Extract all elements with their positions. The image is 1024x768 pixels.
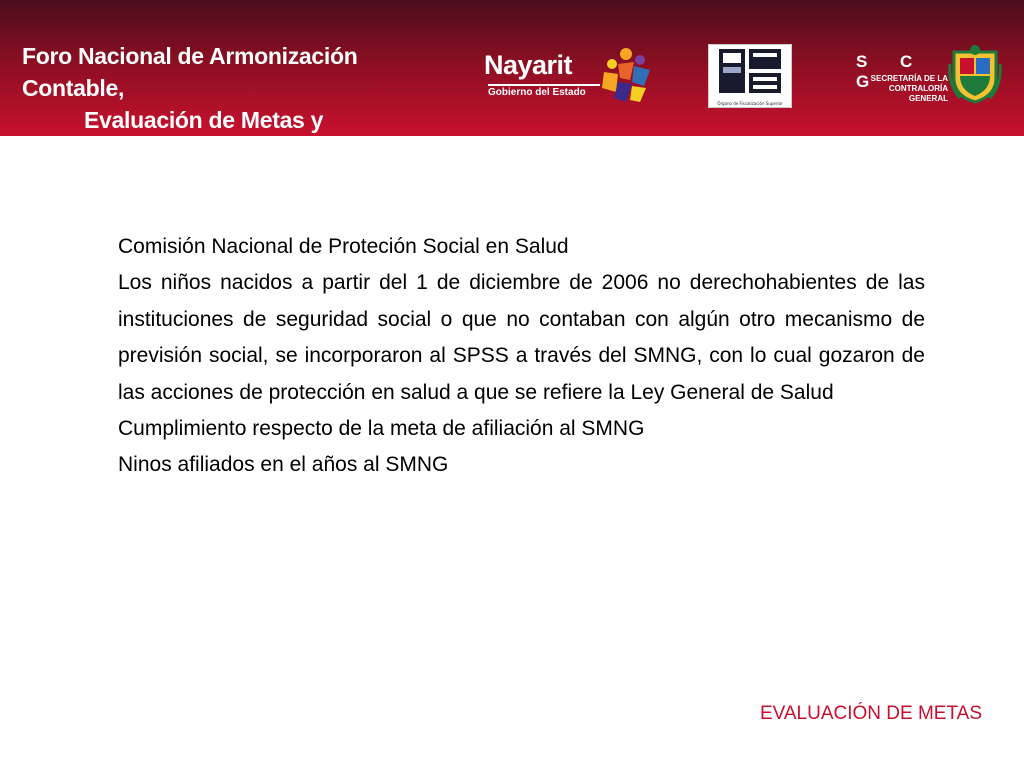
ofs-logo [708,44,792,108]
paragraph-enrolled: Ninos afiliados en el años al SMNG [118,453,449,477]
scg-subtitle [858,74,948,104]
nayarit-logo-subtitle: Gobierno del Estado [488,84,600,100]
paragraph-heading: Comisión Nacional de Proteción Social en Salud [118,235,569,258]
people-figures-icon [596,46,654,104]
forum-title-line2: Evaluación de Metas y Fiscalización [84,107,324,165]
scg-subtitle-line2: CONTRALORÍA GENERAL [888,84,948,103]
paragraph-description: Los niños nacidos a partir del 1 de diciembre de 2006 no derechohabientes de las instituciones de seguridad social o que no contaban con algún otro mecanismo de previsión social, se incorporaron al SPSS a través del SMNG, con lo cual gozaron de las acciones de protección en salud a que se refiere la Ley General de Salud [118,271,925,404]
scg-subtitle-line1: SECRETARÍA DE LA [870,74,948,83]
ofs-emblem-icon [709,45,791,99]
section-label: EVALUACIÓN DE METAS [759,703,982,724]
scg-logo [852,52,948,102]
forum-title [22,40,462,168]
scg-letters: S C G [856,52,927,91]
forum-title-line1: Foro Nacional de Armonización Contable, [22,43,358,101]
paragraph-goal: Cumplimiento respecto de la meta de afiliación al SMNG [118,417,645,441]
nayarit-logo [484,46,654,104]
nayarit-logo-word: Nayarit [484,50,573,80]
ofs-logo-caption: Órgano de Fiscalización Superior [717,101,783,106]
body-text [118,229,925,484]
state-shield-icon [948,44,1002,104]
header-banner [0,0,1024,165]
